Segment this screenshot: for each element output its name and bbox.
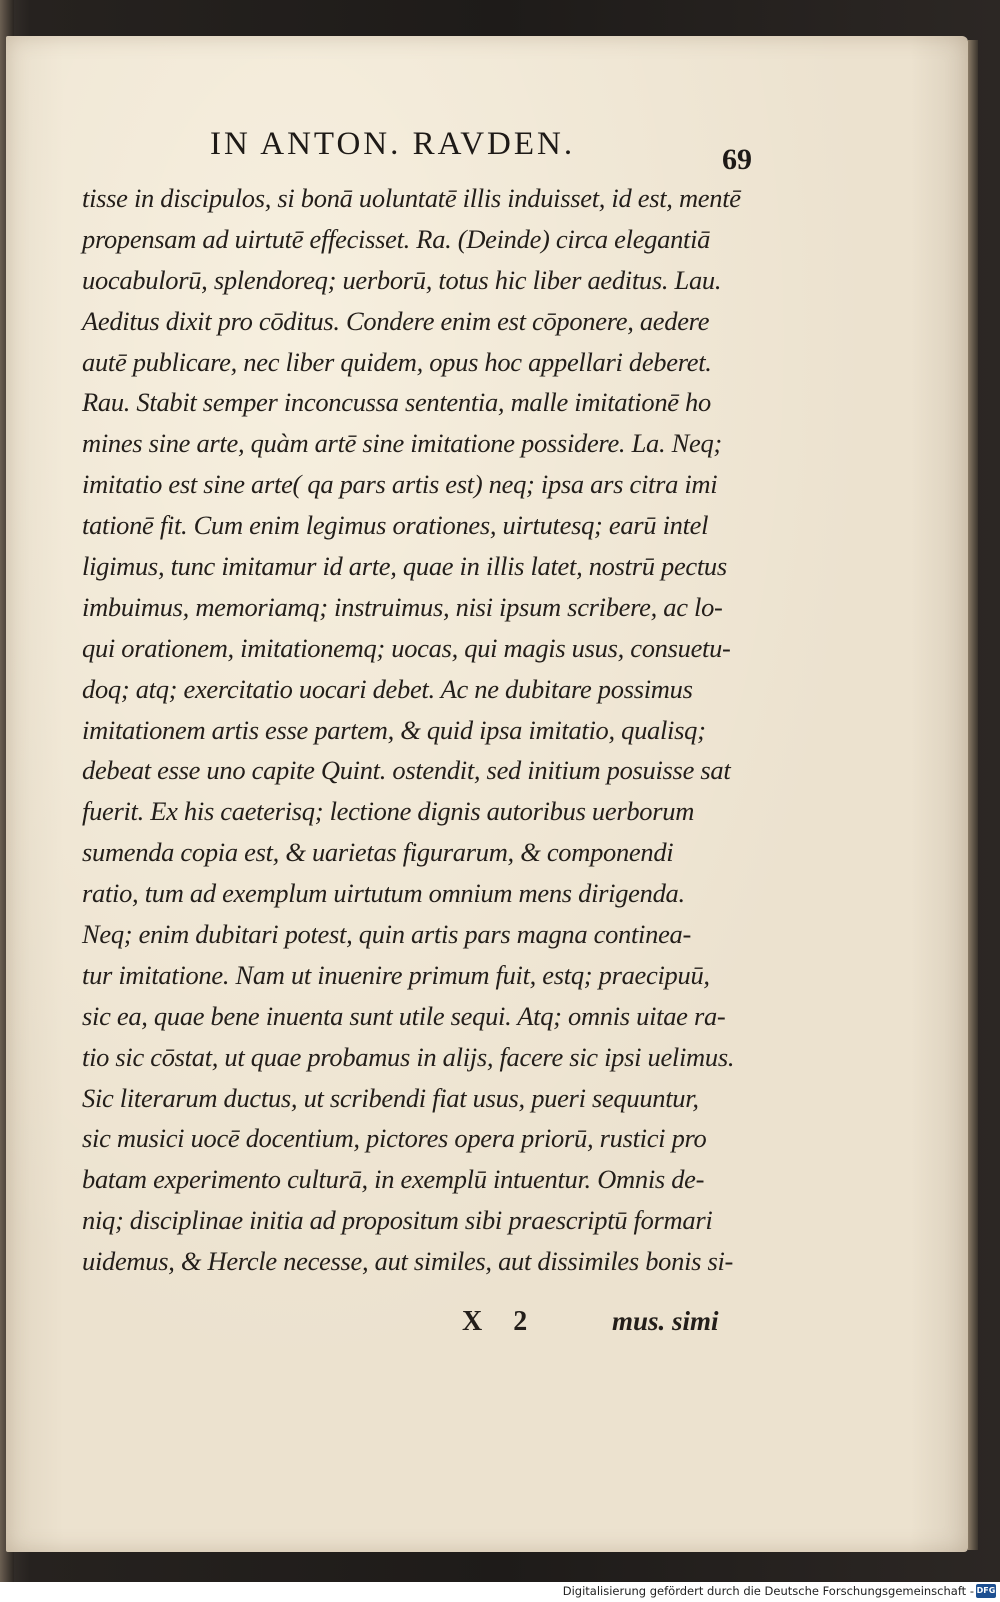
text-line: tio sic cōstat, ut quae probamus in alijs, facere sic ipsi uelimus. <box>82 1041 735 1072</box>
text-line: imitationem artis esse partem, & quid ipsa imitatio, qualisq; <box>82 714 706 745</box>
text-line: Sic literarum ductus, ut scribendi fiat usus, pueri sequuntur, <box>82 1082 699 1113</box>
text-line: sumenda copia est, & uarietas figurarum, & componendi <box>82 837 674 868</box>
text-line: Aeditus dixit pro cōditus. Condere enim est cōponere, aedere <box>82 305 710 336</box>
text-line: imbuimus, memoriamq; instruimus, nisi ipsum scribere, ac lo- <box>82 591 723 622</box>
text-line: qui orationem, imitationemq; uocas, qui magis usus, consuetu- <box>82 632 731 663</box>
text-line: autē publicare, nec liber quidem, opus hoc appellari deberet. <box>82 346 712 377</box>
dfg-logo-icon: DFG <box>976 1584 996 1598</box>
catchword: mus. simi <box>612 1306 719 1336</box>
running-head: IN ANTON. RAVDEN. <box>210 126 576 162</box>
text-line: tationē fit. Cum enim legimus orationes, uirtutesq; earū intel <box>82 510 709 541</box>
text-line: Neq; enim dubitari potest, quin artis pars magna continea- <box>82 919 691 950</box>
page-edge-shadow <box>968 40 978 1550</box>
text-line: propensam ad uirtutē effecisset. Ra. (Deinde) circa elegantiā <box>82 223 711 254</box>
text-line: uocabulorū, splendoreq; uerborū, totus hic liber aeditus. Lau. <box>82 264 722 295</box>
text-line: Rau. Stabit semper inconcussa sententia, malle imitationē ho <box>82 387 711 418</box>
text-line: batam experimento culturā, in exemplū intuentur. Omnis de- <box>82 1164 705 1195</box>
text-line: ligimus, tunc imitamur id arte, quae in illis latet, nostrū pectus <box>82 551 727 582</box>
text-line: tur imitatione. Nam ut inuenire primum fuit, estq; praecipuū, <box>82 959 710 990</box>
body-text <box>82 178 772 1282</box>
text-line: fuerit. Ex his caeterisq; lectione dignis autoribus uerborum <box>82 796 695 827</box>
text-line: uidemus, & Hercle necesse, aut similes, aut dissimiles bonis si- <box>82 1246 734 1277</box>
text-line: mines sine arte, quàm artē sine imitatione possidere. La. Neq; <box>82 428 722 459</box>
text-line: debeat esse uno capite Quint. ostendit, sed initium posuisse sat <box>82 755 731 786</box>
text-line: ratio, tum ad exemplum uirtutum omnium mens dirigenda. <box>82 878 685 909</box>
digitization-credit: Digitalisierung gefördert durch die Deutsche Forschungsgemeinschaft - <box>562 1584 974 1598</box>
signature-mark: X 2 <box>462 1306 540 1337</box>
text-line: imitatio est sine arte( qa pars artis est) neq; ipsa ars citra imi <box>82 469 718 500</box>
text-line: doq; atq; exercitatio uocari debet. Ac ne dubitare possimus <box>82 673 693 704</box>
folio-number: 69 <box>722 143 752 176</box>
text-line: niq; disciplinae initia ad propositum sibi praescriptū formari <box>82 1205 713 1236</box>
text-line: sic ea, quae bene inuenta sunt utile sequi. Atq; omnis uitae ra- <box>82 1000 726 1031</box>
text-line: tisse in discipulos, si bonā uoluntatē illis induisset, id est, mentē <box>82 183 741 213</box>
text-line: sic musici uocē docentium, pictores opera priorū, rustici pro <box>82 1123 707 1154</box>
